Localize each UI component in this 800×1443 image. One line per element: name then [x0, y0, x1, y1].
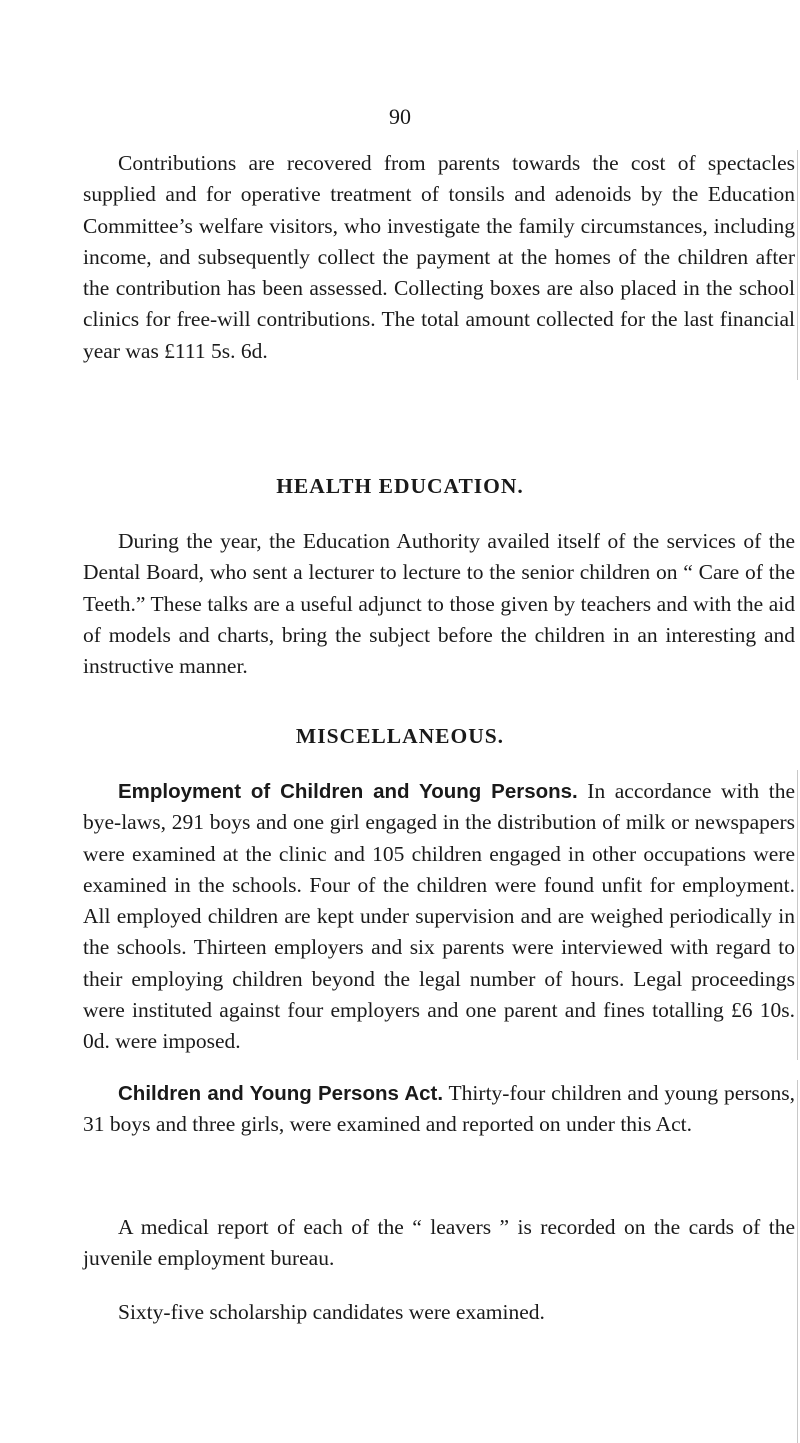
health-education-heading: HEALTH EDUCATION. — [276, 474, 524, 498]
act-paragraph — [83, 1078, 795, 1141]
leavers-paragraph: A medical report of each of the “ leavers ” is recorded on the cards of the juvenile employment bureau. — [83, 1215, 795, 1271]
employment-text: In accordance with the bye-laws, 291 boys and one girl engaged in the distribution of milk or newspapers were examined at the clinic and 105 children engaged in other occupations were examined in the schools. Four of the children were found unfit for employment. All employed children are kept under supervision and are weighed periodically in the schools. Thirteen employers and six parents were interviewed with regard to their employing children beyond the legal number of hours. Legal proceedings were instituted against four employers and one parent and fines totalling £6 10s. 0d. were imposed. — [83, 779, 795, 1054]
act-heading: Children and Young Persons Act. — [118, 1082, 444, 1105]
act-text: Thirty-four children and young persons, 31 boys and three girls, were examined and reported on under this Act. — [83, 1081, 796, 1137]
employment-heading: Employment of Children and Young Persons. — [118, 780, 578, 803]
page-edge-line — [797, 770, 798, 1060]
scholarship-paragraph: Sixty-five scholarship candidates were examined. — [118, 1300, 545, 1324]
contributions-paragraph: Contributions are recovered from parents towards the cost of spectacles supplied and for operative treatment of tonsils and adenoids by the Education Committee’s welfare visitors, who investigate the family circumstances, including income, and subsequently collect the payment at the homes of the children after the contribution has been assessed. Collecting boxes are also placed in the school clinics for free-will contributions. The total amount collected for the last financial year was £111 5s. 6d. — [83, 151, 795, 363]
page-edge-line — [797, 150, 798, 380]
page-edge-line — [797, 1080, 798, 1443]
health-education-paragraph: During the year, the Education Authority availed itself of the services of the Dental Board, who sent a lecturer to lecture to the senior children on “ Care of the Teeth.” These talks are a useful adjunct to those given by teachers and with the aid of models and charts, bring the subject before the children in an interesting and instructive manner. — [83, 529, 795, 679]
page-number: 90 — [389, 104, 411, 129]
employment-paragraph — [83, 776, 795, 1058]
miscellaneous-heading: MISCELLANEOUS. — [295, 724, 505, 748]
